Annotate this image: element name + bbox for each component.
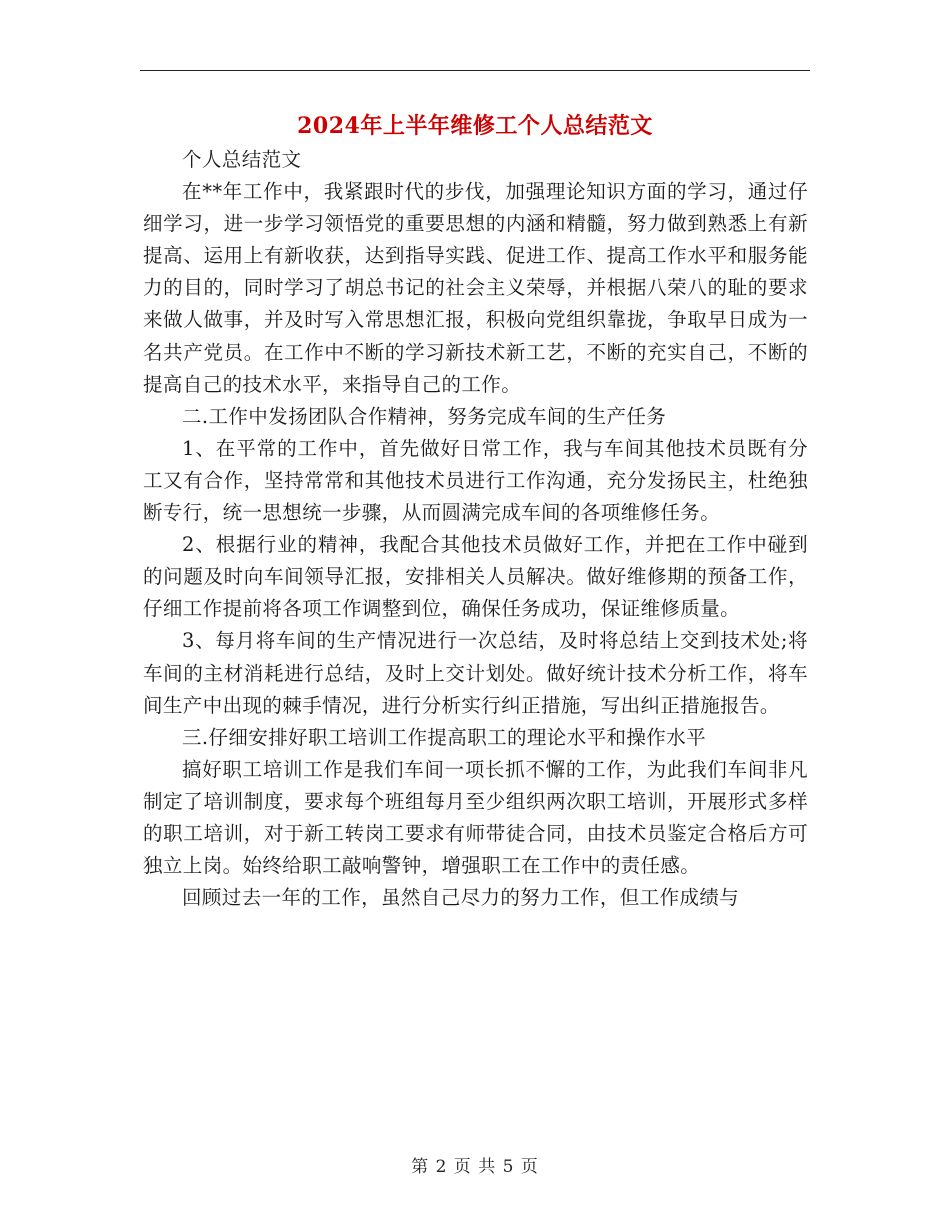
section-heading-3: 三.仔细安排好职工培训工作提高职工的理论水平和操作水平 — [182, 725, 706, 749]
paragraph-item-3: 3、每月将车间的生产情况进行一次总结，及时将总结上交到技术处;将车间的主材消耗进行总结，及时上交计划处。做好统计技术分析工作，将车间生产中出现的棘手情况，进行分析实行纠正措施，写出纠正措施报告。 — [143, 629, 808, 717]
paragraph-subtitle: 个人总结范文 — [182, 148, 302, 171]
paragraph-intro: 在**年工作中，我紧跟时代的步伐，加强理论知识方面的学习，通过仔细学习，进一步学习领悟党的重要思想的内涵和精髓，努力做到熟悉上有新提高、运用上有新收获，达到指导实践、促进工作、提高工作水平和服务能力的目的，同时学习了胡总书记的社会主义荣辱，并根据八荣八的耻的要求来做人做事，并及时写入常思想汇报，积极向党组织靠拢，争取早日成为一名共产党员。在工作中不断的学习新技术新工艺，不断的充实自己，不断的提高自己的技术水平，来指导自己的工作。 — [143, 180, 808, 396]
page-number: 第 2 页 共 5 页 — [411, 1157, 539, 1177]
paragraph-item-1: 1、在平常的工作中，首先做好日常工作，我与车间其他技术员既有分工又有合作，坚持常常和其他技术员进行工作沟通，充分发扬民主，杜绝独断专行，统一思想统一步骤，从而圆满完成车间的各项维修任务。 — [143, 436, 808, 525]
header-rule — [140, 70, 810, 71]
section-heading-2: 二.工作中发扬团队合作精神，努务完成车间的生产任务 — [182, 404, 667, 428]
document-title: 2024年上半年维修工个人总结范文 — [297, 113, 653, 139]
paragraph-training: 搞好职工培训工作是我们车间一项长抓不懈的工作，为此我们车间非凡制定了培训制度，要求每个班组每月至少组织两次职工培训，开展形式多样的职工培训，对于新工转岗工要求有师带徒合同，由技术员鉴定合格后方可独立上岗。始终给职工敲响警钟，增强职工在工作中的责任感。 — [143, 757, 808, 878]
paragraph-review: 回顾过去一年的工作，虽然自己尽力的努力工作，但工作成绩与 — [182, 886, 740, 910]
paragraph-item-2: 2、根据行业的精神，我配合其他技术员做好工作，并把在工作中碰到的问题及时向车间领导汇报，安排相关人员解决。做好维修期的预备工作，仔细工作提前将各项工作调整到位，确保任务成功，保证维修质量。 — [143, 533, 808, 621]
document-body — [143, 144, 808, 914]
